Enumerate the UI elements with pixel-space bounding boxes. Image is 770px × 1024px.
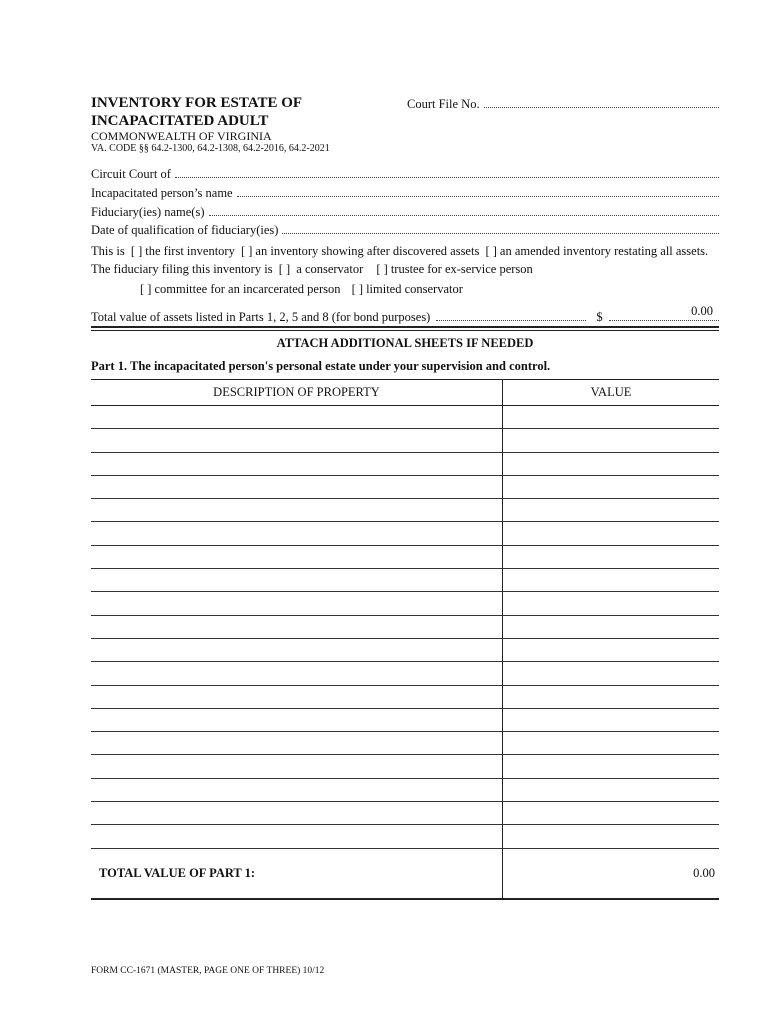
- person-name-field[interactable]: [91, 185, 719, 201]
- description-cell[interactable]: [91, 475, 503, 498]
- checkbox-first-inventory[interactable]: [ ]: [130, 244, 143, 258]
- description-cell[interactable]: [91, 778, 503, 801]
- part1-heading: Part 1. The incapacitated person's personal estate under your supervision and control.: [91, 359, 551, 373]
- inventory-type-row: This is [ ] the first inventory [ ] an inventory showing after discovered assets [ ] an amended inventory restating all assets.: [91, 244, 709, 258]
- checkbox-amended[interactable]: [ ]: [485, 244, 497, 258]
- fiduciary-names-field[interactable]: [91, 204, 719, 220]
- description-cell[interactable]: [91, 638, 503, 661]
- table-row: [91, 452, 719, 475]
- jurisdiction: COMMONWEALTH OF VIRGINIA: [91, 129, 272, 143]
- divider: [91, 330, 719, 331]
- code-reference: VA. CODE §§ 64.2-1300, 64.2-1308, 64.2-2016, 64.2-2021: [91, 143, 330, 154]
- table-row: [91, 569, 719, 592]
- value-cell[interactable]: [503, 708, 720, 731]
- table-row: [91, 638, 719, 661]
- value-cell[interactable]: [503, 452, 720, 475]
- attach-notice: ATTACH ADDITIONAL SHEETS IF NEEDED: [276, 336, 534, 350]
- table-row: [91, 406, 719, 429]
- person-name-label: Incapacitated person’s name: [91, 186, 233, 200]
- description-cell[interactable]: [91, 708, 503, 731]
- circuit-court-label: Circuit Court of: [91, 167, 171, 181]
- total-assets-row: [91, 304, 719, 325]
- description-cell[interactable]: [91, 802, 503, 825]
- table-row: [91, 522, 719, 545]
- value-cell[interactable]: [503, 825, 720, 848]
- person-name-input[interactable]: [237, 185, 719, 197]
- court-file-input[interactable]: [484, 96, 719, 108]
- description-cell[interactable]: [91, 615, 503, 638]
- description-cell[interactable]: [91, 662, 503, 685]
- value-cell[interactable]: [503, 662, 720, 685]
- value-cell[interactable]: [503, 499, 720, 522]
- table-row: [91, 708, 719, 731]
- value-cell[interactable]: [503, 685, 720, 708]
- description-cell[interactable]: [91, 569, 503, 592]
- court-file-label: Court File No.: [407, 97, 480, 111]
- table-row: [91, 429, 719, 452]
- value-cell[interactable]: [503, 802, 720, 825]
- part1-table: [91, 379, 719, 900]
- value-cell[interactable]: [503, 778, 720, 801]
- table-header: [91, 380, 719, 406]
- total-value[interactable]: 0.00: [503, 848, 720, 899]
- table-row: [91, 802, 719, 825]
- total-label: TOTAL VALUE OF PART 1:: [91, 848, 503, 899]
- qualification-date-label: Date of qualification of fiduciary(ies): [91, 223, 279, 237]
- description-cell[interactable]: [91, 592, 503, 615]
- value-cell[interactable]: [503, 615, 720, 638]
- column-header-description: DESCRIPTION OF PROPERTY: [91, 380, 503, 406]
- description-cell[interactable]: [91, 406, 503, 429]
- qualification-date-field[interactable]: [91, 222, 719, 238]
- description-cell[interactable]: [91, 755, 503, 778]
- fiduciary-names-label: Fiduciary(ies) name(s): [91, 205, 205, 219]
- form-title: INVENTORY FOR ESTATE OF INCAPACITATED ADULT: [91, 95, 303, 129]
- description-cell[interactable]: [91, 685, 503, 708]
- table-row: [91, 778, 719, 801]
- value-cell[interactable]: [503, 592, 720, 615]
- value-cell[interactable]: [503, 522, 720, 545]
- description-cell[interactable]: [91, 732, 503, 755]
- table-row: [91, 825, 719, 848]
- checkbox-committee[interactable]: [ ]: [140, 282, 152, 296]
- checkbox-after-discovered[interactable]: [ ]: [240, 244, 253, 258]
- fiduciary-type-row: The fiduciary filing this inventory is [ ] a conservator [ ] trustee for ex-service person: [91, 262, 533, 276]
- table-row: [91, 685, 719, 708]
- form-footer: FORM CC-1671 (MASTER, PAGE ONE OF THREE) 10/12: [91, 966, 325, 976]
- table-row: [91, 475, 719, 498]
- court-file-field[interactable]: [407, 96, 719, 112]
- description-cell[interactable]: [91, 825, 503, 848]
- qualification-date-input[interactable]: [282, 222, 719, 234]
- column-header-value: VALUE: [503, 380, 720, 406]
- checkbox-trustee[interactable]: [ ]: [376, 262, 388, 276]
- value-cell[interactable]: [503, 755, 720, 778]
- value-cell[interactable]: [503, 406, 720, 429]
- description-cell[interactable]: [91, 452, 503, 475]
- checkbox-limited-conservator[interactable]: [ ]: [351, 282, 364, 296]
- description-cell[interactable]: [91, 522, 503, 545]
- table-row: [91, 755, 719, 778]
- table-body: [91, 406, 719, 899]
- checkbox-conservator[interactable]: [ ]: [278, 262, 291, 276]
- table-row: [91, 615, 719, 638]
- table-row: [91, 545, 719, 568]
- divider: [91, 326, 719, 328]
- value-cell[interactable]: [503, 475, 720, 498]
- currency-symbol: $: [596, 310, 603, 324]
- circuit-court-input[interactable]: [175, 166, 719, 178]
- value-cell[interactable]: [503, 732, 720, 755]
- table-row: [91, 732, 719, 755]
- fiduciary-names-input[interactable]: [209, 204, 719, 216]
- value-cell[interactable]: [503, 569, 720, 592]
- table-row: [91, 499, 719, 522]
- table-row: [91, 662, 719, 685]
- total-assets-label: Total value of assets listed in Parts 1, 2, 5 and 8 (for bond purposes): [91, 310, 431, 324]
- value-cell[interactable]: [503, 638, 720, 661]
- value-cell[interactable]: [503, 545, 720, 568]
- description-cell[interactable]: [91, 499, 503, 522]
- fiduciary-type-row-2: [ ] committee for an incarcerated person [ ] limited conservator: [140, 282, 463, 296]
- circuit-court-field[interactable]: [91, 166, 719, 182]
- description-cell[interactable]: [91, 545, 503, 568]
- table-row: [91, 592, 719, 615]
- total-row: [91, 848, 719, 899]
- value-cell[interactable]: [503, 429, 720, 452]
- description-cell[interactable]: [91, 429, 503, 452]
- total-assets-input[interactable]: 0.00: [609, 307, 719, 321]
